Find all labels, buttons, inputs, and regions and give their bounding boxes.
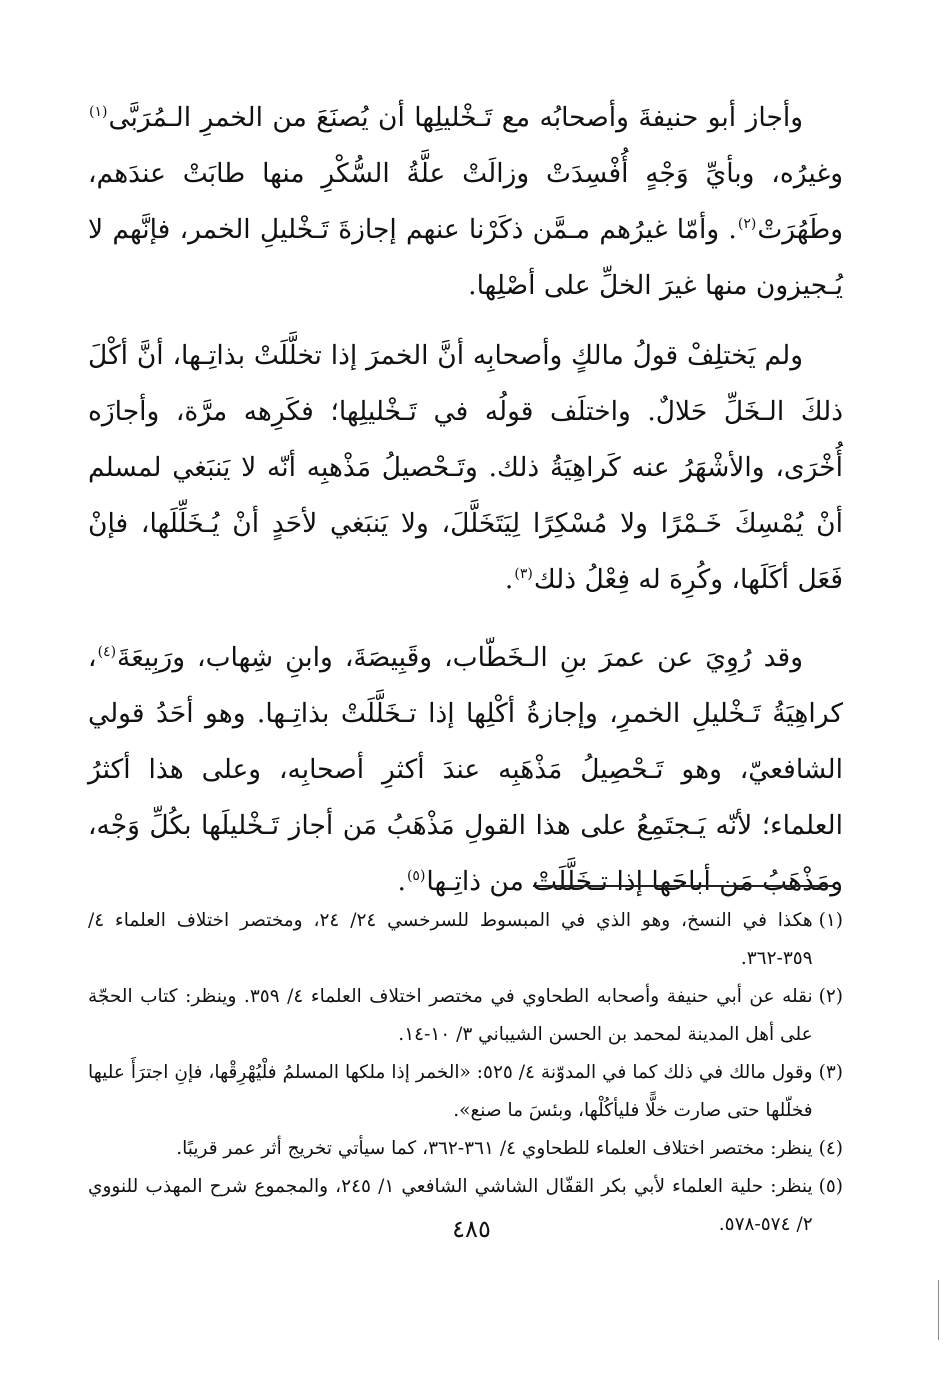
- footnote-number: (٣): [818, 1062, 843, 1083]
- scan-edge-mark: [938, 1280, 939, 1340]
- footnote-text: ينظر: مختصر اختلاف العلماء للطحاوي ٤/ ٣٦١-٣٦٢، كما سيأتي تخريج أثر عمر قريبًا.: [176, 1138, 813, 1159]
- footnote: [88, 902, 843, 978]
- footnote-reference: (٤): [97, 644, 117, 661]
- footnote-text: وقول مالك في ذلك كما في المدوّنة ٤/ ٥٢٥: «الخمر إذا ملكها المسلمُ فلْيُهْرِقْها، فإنِ اجترَأَ عليها فخلّلها حتى صارت خلًّا فليأكُلْها، وبئسَ ما صنع».: [88, 1062, 813, 1121]
- paragraph-text: وأجاز أبو حنيفةَ وأصحابُه مع تَـخْليلِها أن يُصنَعَ من الخمرِ الـمُرَبَّى: [108, 102, 803, 133]
- footnote-reference: (٥): [406, 868, 426, 885]
- footnote-reference: (١): [89, 104, 108, 121]
- footnote-text: ينظر: حلية العلماء لأبي بكر القفّال الشاشي الشافعي ١/ ٢٤٥، والمجموع شرح المهذب للنووي ٢/ ٥٧٤-٥٧٨.: [88, 1176, 813, 1235]
- footnote: [88, 1054, 843, 1130]
- footnote-reference: (٢): [737, 216, 757, 233]
- footnote-text: هكذا في النسخ، وهو الذي في المبسوط للسرخسي ٢٤/ ٢٤، ومختصر اختلاف العلماء ٤/ ٣٥٩-٣٦٢.: [88, 910, 813, 969]
- footnote-text: نقله عن أبي حنيفة وأصحابه الطحاوي في مختصر اختلاف العلماء ٤/ ٣٥٩. وينظر: كتاب الحجّة على أهل المدينة لمحمد بن الحسن الشيباني ٣/ ١٠-١٤.: [88, 986, 813, 1045]
- paragraph-spacer: [88, 314, 843, 328]
- footnote-number: (٥): [818, 1176, 843, 1197]
- footnotes-section: [88, 902, 843, 1244]
- footnote-reference: (٣): [514, 566, 533, 583]
- footnote-separator: [533, 885, 833, 887]
- paragraph-spacer: [88, 608, 843, 630]
- paragraph-text: ولم يَختلِفْ قولُ مالكٍ وأصحابِه أنَّ الخمرَ إذا تخلَّلَتْ بذاتِـها، أنَّ أكْلَ ذلكَ الـخَلِّ حَلالٌ. واختلَف قولُه في تَـخْليلِها؛ فكَرِهه مرَّة، وأجازَه أُخْرَى، والأشْهَرُ عنه كَراهِيَةُ ذلك. وتَـحْصيلُ مَذْهبِه أنّه لا يَنبَغي لمسلم أنْ يُمْسِكَ خَـمْرًا ولا مُسْكِرًا لِيَتَخَلَّلَ، ولا يَنبَغي لأحَدٍ أنْ يُـخَلِّلَها، فإنْ فَعَل أكَلَها، وكُرِهَ له فِعْلُ ذلك: [88, 340, 843, 595]
- page-number: ٤٨٥: [452, 1215, 491, 1243]
- paragraph-text: ، كراهِيَةُ تَـخْليلِ الخمرِ، وإجازةُ أكْلِها إذا تـخَلَّلَتْ بذاتِـها. وهو أحَدُ قولي الشافعيّ، وهو تَـحْصِيلُ مَذْهَبِه عندَ أكثرِ أصحابِه، وعلى هذا أكثرُ العلماء؛ لأنّه يَـجتَمِعُ على هذا القولِ مَذْهَبُ مَن أجاز تَـخْليلَها بكُلِّ وَجْه، ومَذْهَبُ مَن أباحَها إذا تـخَلَّلَتْ من ذاتِـها: [88, 642, 843, 897]
- footnote: [88, 1130, 843, 1168]
- footnote-number: (٤): [818, 1138, 843, 1159]
- paragraph-text: . وأمّا غيرُهم مـمَّن ذكَرْنا عنهم إجازةَ تَـخْليلِ الخمر، فإنَّهم لا يُـجيزون منها غيرَ الخلِّ على أصْلِها.: [88, 214, 843, 301]
- footnote-number: (٢): [818, 986, 843, 1007]
- paragraph-text: .: [397, 866, 406, 897]
- paragraph-text: وغيرُه، وبأيِّ وَجْهٍ أُفْسِدَتْ وزالَتْ علَّةُ السُّكْرِ منها طابَتْ عندَهم، وطَهُرَتْ: [88, 158, 843, 245]
- body-paragraph: [88, 328, 843, 608]
- footnote-number: (١): [818, 910, 843, 931]
- footnote: [88, 978, 843, 1054]
- body-paragraph: [88, 90, 843, 314]
- book-page: [88, 90, 843, 1350]
- paragraph-text: وقد رُوِيَ عن عمرَ بنِ الـخَطّاب، وقَبِيصَةَ، وابنِ شِهاب، ورَبِيعَةَ: [117, 642, 803, 673]
- paragraph-text: .: [504, 564, 514, 595]
- body-paragraph: [88, 630, 843, 910]
